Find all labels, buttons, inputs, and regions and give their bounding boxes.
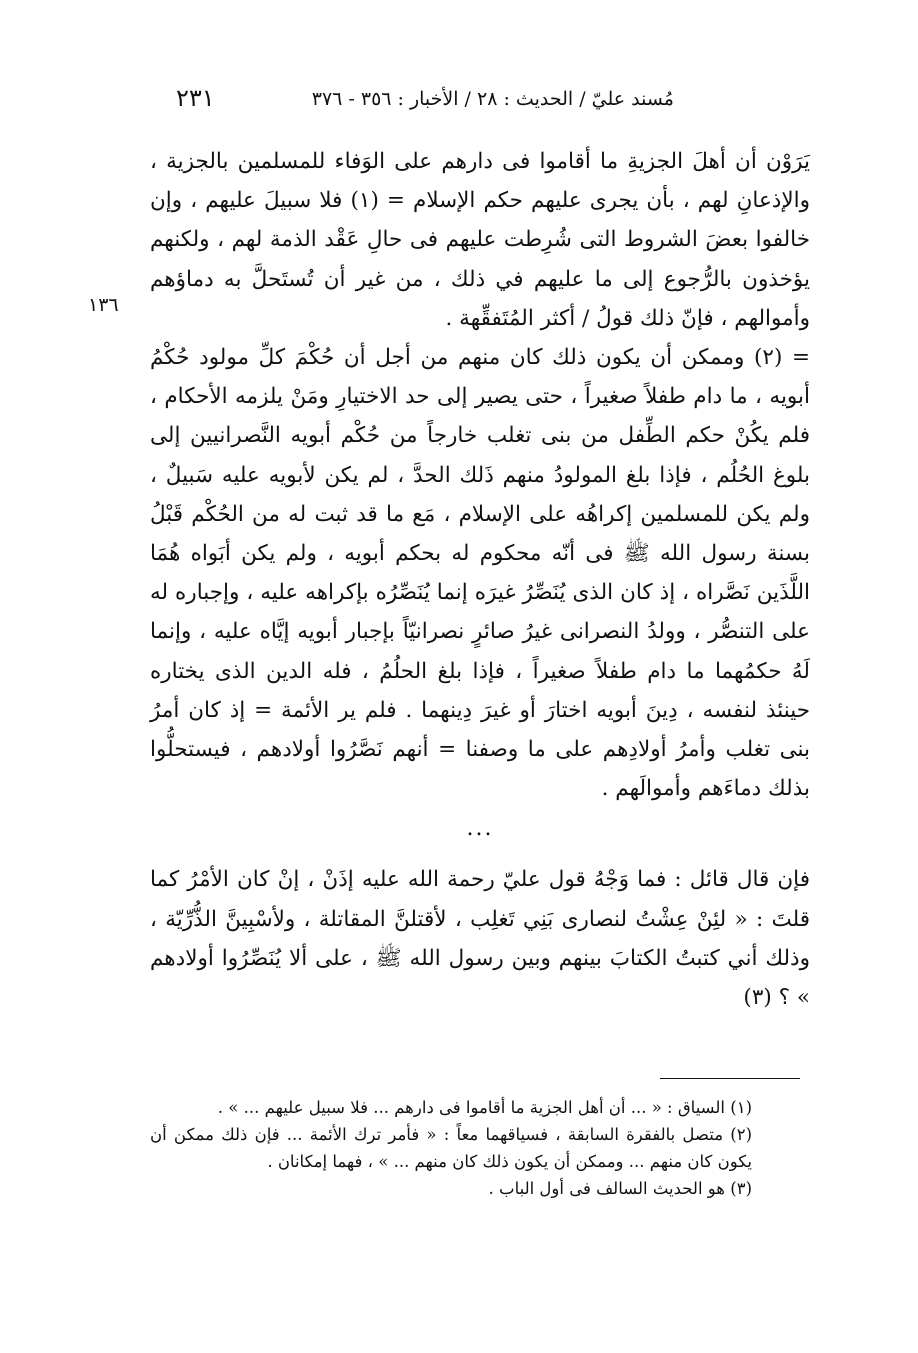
page-number: ٢٣١ xyxy=(176,84,215,112)
footnote: (١) السياق : « ... أن أهل الجزية ما أقاموا فى دارهم ... فلا سبيل عليهم ... » . xyxy=(217,1098,752,1117)
paragraph-gap xyxy=(150,850,810,860)
body-paragraph: يَرَوْن أن أهلَ الجزيةِ ما أقاموا فى دارهم على الوَفاء للمسلمين بالجزية ، والإذعانِ لهم ، بأن يجرى عليهم حكم الإسلام = (١) فلا سبيلَ عليهم ، وإن خالفوا بعضَ الشروط التى شُرِطت عليهم فى حالِ عَقْد الذمة لهم ، ولكنهم يؤخذون بالرُّجوع إلى ما عليهم في ذلك ، من غير أن تُستَحلَّ به دماؤهم وأموالهم ، فإنّ ذلك قولُ / أكثر المُتَفقِّهة . xyxy=(150,149,810,331)
body-paragraph: = (٢) وممكن أن يكون ذلك كان منهم من أجل أن حُكْمَ كلِّ مولود حُكْمُ أبويه ، ما دام طفلاً صغيراً ، حتى يصير إلى حد الاختيارِ ومَنْ يلزمه الأحكام ، فلم يكُنْ حكم الطِّفل من بنى تغلب خارجاً من حُكْم أبويه النَّصرانيين إلى بلوغ الحُلُم ، فإذا بلغ المولودُ منهم ذَلك الحدَّ ، لم يكن لأبويه عليه سَبيلٌ ، ولم يكن للمسلمين إكراهُه على الإسلام ، مَع ما قد ثبت له من الحُكْم قَبْلُ بسنة رسول الله ﷺ فى أنّه محكوم له بحكم أبويه ، ولم يكن أبَواه هُمَا اللَّذَين نَصَّراه ، إذ كان الذى يُنَصِّرُ غيرَه إنما يُنَصِّرُه بإكراهه عليه ، وإجباره له على التنصُّر ، وولدُ النصرانى غيرُ صائرٍ نصرانيّاً بإجبار أبويه إيَّاه عليه ، وإنما لَهُ حكمُهما ما دام طفلاً صغيراً ، فإذا بلغ الحلُمُ ، فله الدين الذى يختاره حينئذ لنفسه ، دِينَ أبويه اختارَ أو غيرَ دِينهما . فلم ير الأئمة = إذ كان أمرُ بنى تغلب وأمرُ أولادِهم على ما وصفنا = أنهم نَصَّرُوا أولادهم ، فيستحلُّوا بذلك دماءَهم وأموالَهم . xyxy=(150,345,810,802)
body-paragraph: فإن قال قائل : فما وَجْهُ قول عليّ رحمة الله عليه إذَنْ ، إنْ كان الأمْرُ كما قلتَ : « لئِنْ عِشْتُ لنصارى بَنِي تَغلِب ، لأقتلنَّ المقاتلة ، ولأسْبِينَّ الذُّرِّيّة ، وذلك أني كتبتُ الكتابَ بينهم وبين رسول الله ﷺ ، على ألا يُنَصِّرُوا أولادهم » ؟ (٣) xyxy=(150,867,810,1011)
footnote-divider xyxy=(660,1078,800,1079)
main-text-body xyxy=(150,142,810,1017)
footnote: (٣) هو الحديث السالف فى أول الباب . xyxy=(488,1179,752,1198)
margin-page-reference: ١٣٦ xyxy=(88,294,119,316)
section-separator: ... xyxy=(466,816,494,842)
footnotes-section xyxy=(150,1094,810,1202)
running-header-title: مُسند عليّ / الحديث : ٢٨ / الأخبار : ٣٥٦ - ٣٧٦ xyxy=(311,88,674,110)
footnote: (٢) متصل بالفقرة السابقة ، فسياقهما معاً : « فأمر ترك الأئمة ... فإن ذلك ممكن أن يكون كان منهم ... وممكن أن يكون ذلك كان منهم ... » ، فهما إمكانان . xyxy=(150,1125,752,1171)
